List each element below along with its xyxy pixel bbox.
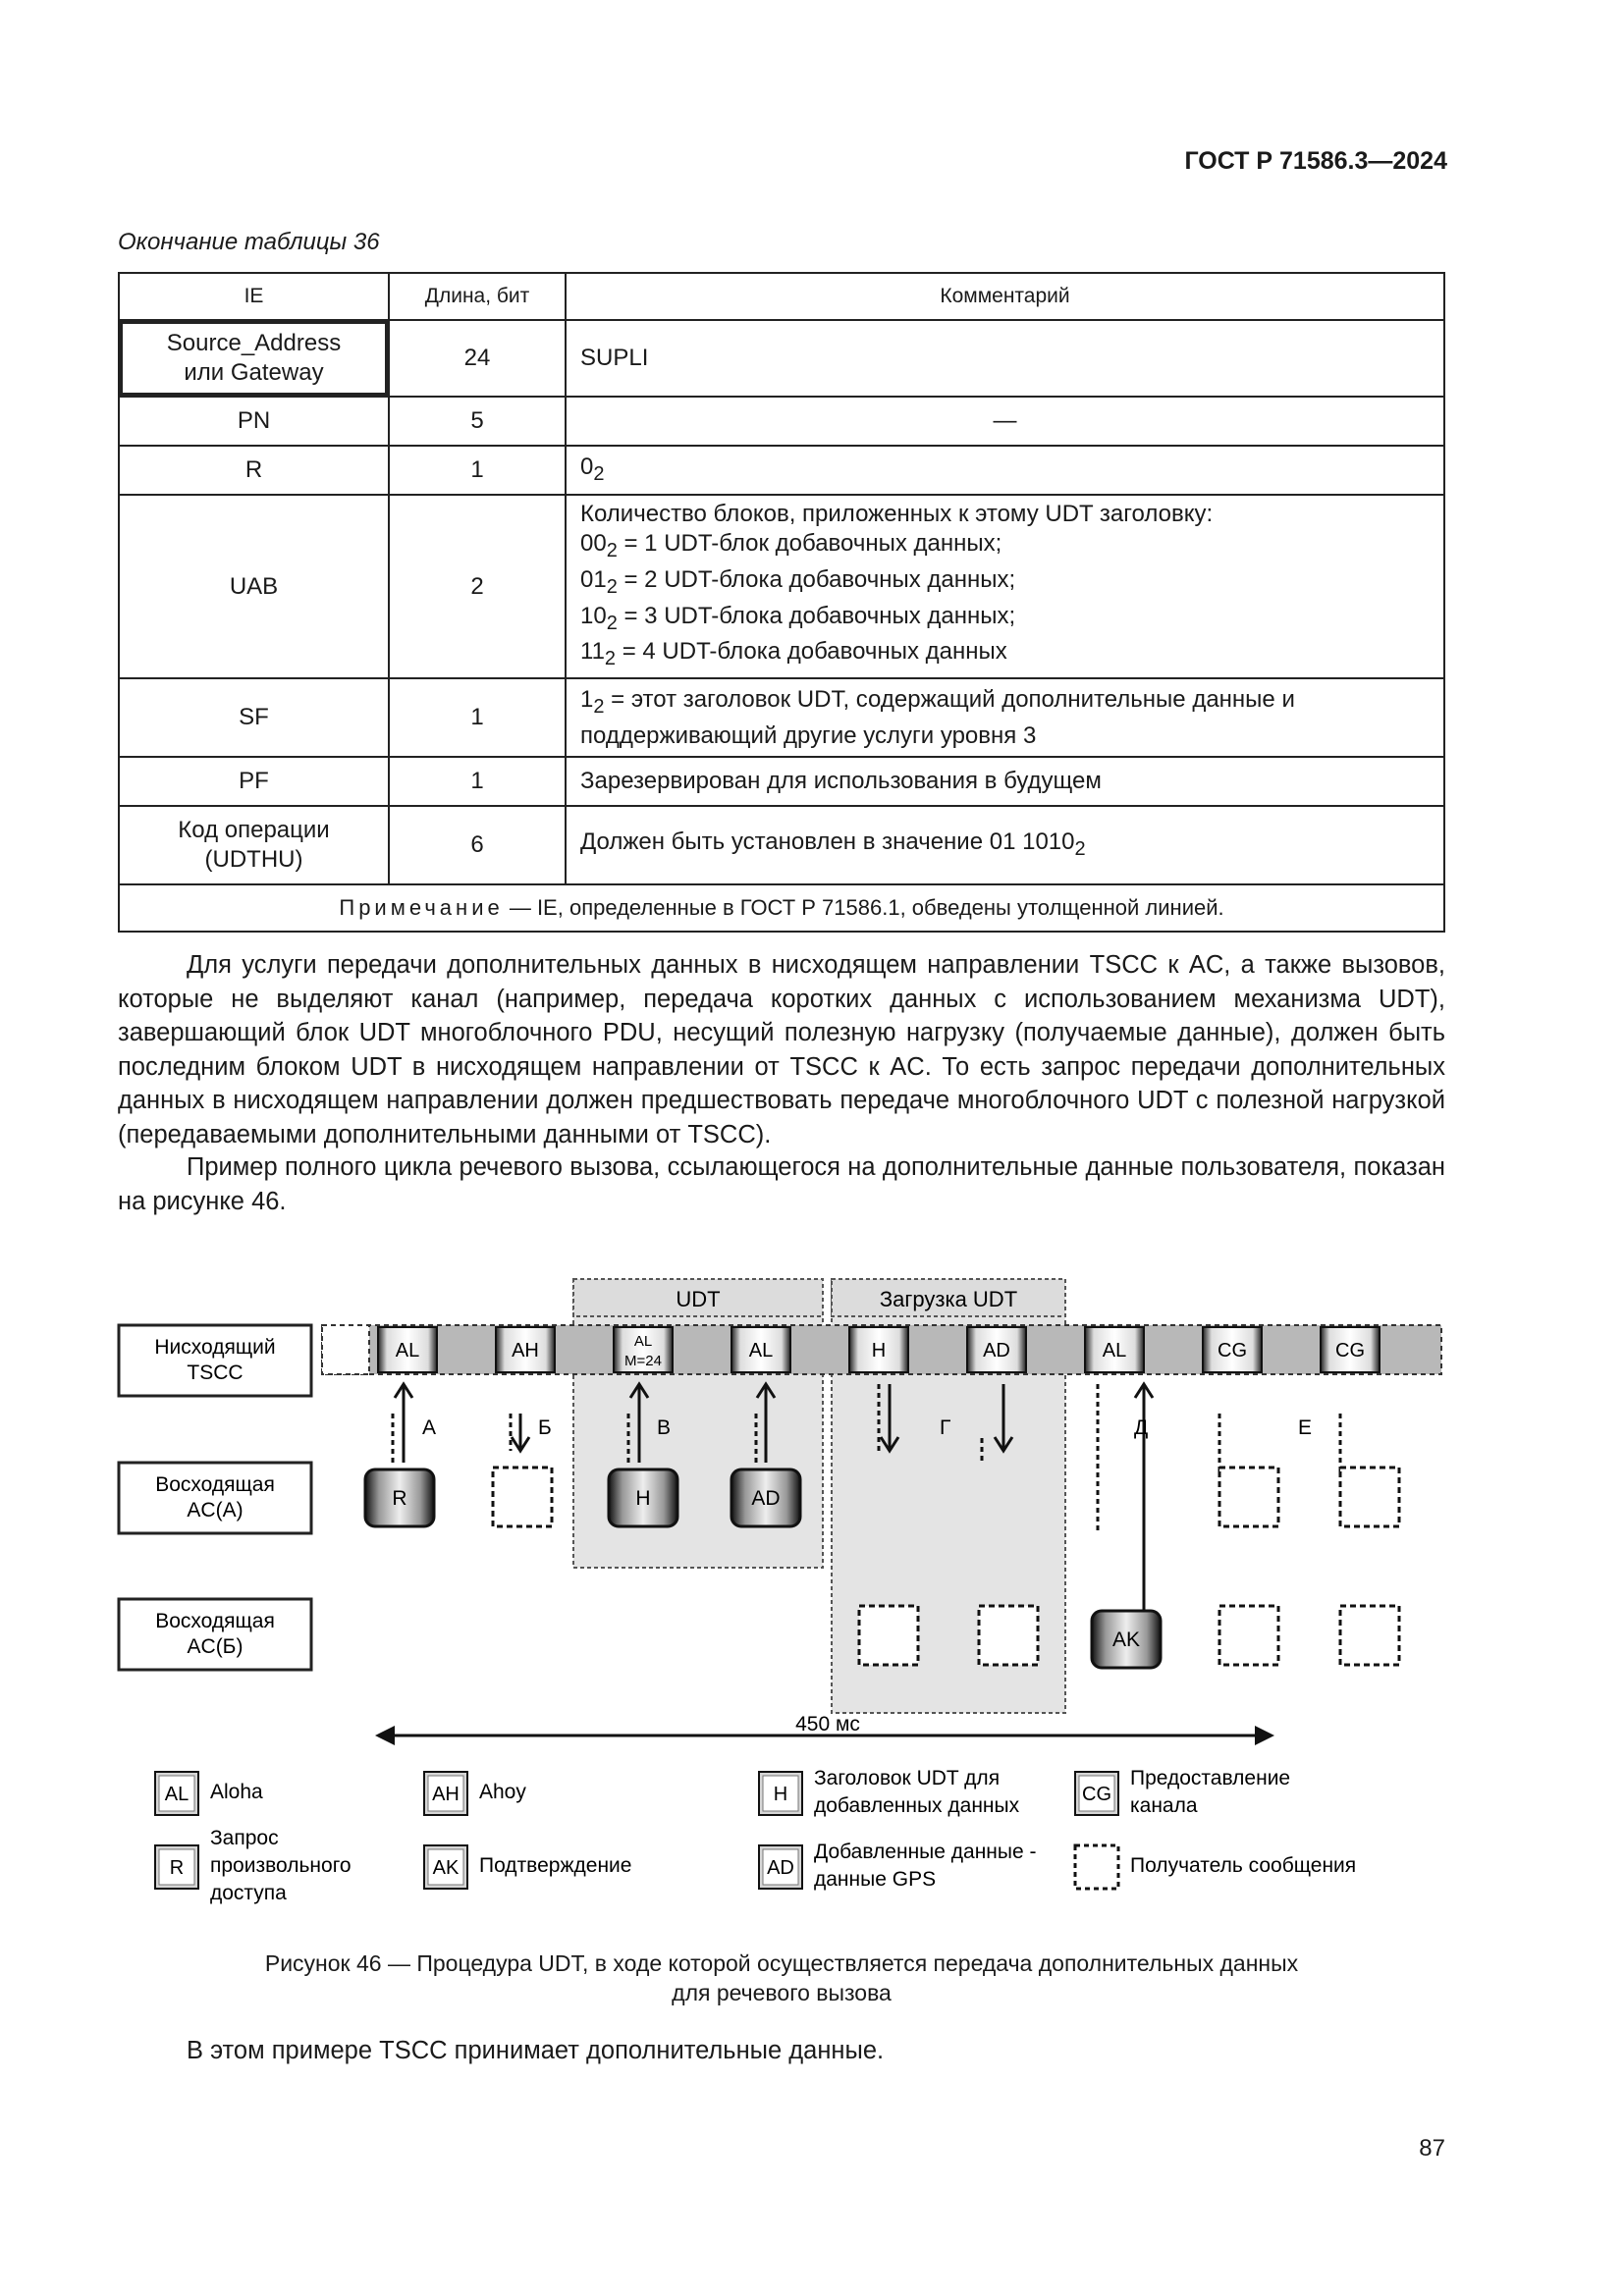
legend-item (759, 1841, 1037, 1891)
arrow-label: А (422, 1416, 437, 1439)
page-number: 87 (1419, 2135, 1445, 2162)
downlink-slot (1085, 1327, 1144, 1372)
arrow-label: Г (940, 1416, 951, 1439)
downlink-slot (614, 1327, 673, 1372)
legend-text: Добавленные данные - (814, 1841, 1037, 1863)
downlink-slot (378, 1327, 437, 1372)
legend-item (759, 1767, 1020, 1817)
uplink-block-label: R (392, 1487, 407, 1510)
comment-cell: Зарезервирован для использования в будущем (566, 757, 1444, 806)
comment-cell: SUPLI (566, 320, 1444, 397)
ie-cell: Source_Address или Gateway (119, 320, 389, 397)
arrow-label: В (657, 1416, 672, 1439)
legend-code: R (169, 1857, 185, 1879)
downlink-label-l2: TSCC (187, 1362, 244, 1384)
receiver-box (1340, 1468, 1399, 1526)
paragraph: Для услуги передачи дополнительных данных в нисходящем направлении TSCC к AC, а также вызовов, которые не выделяют канал (например, передача коротких данных с использованием механизма UDT), завершающий блок UDT многоблочного PDU, несущий полезную нагрузку (получаемые данные), должен быть последним блоком UDT в нисходящем направлении от TSCC к AC. То есть запрос передачи дополнительных данных в нисходящем направлении должен предшествовать передаче многоблочного UDT с полезной нагрузкой (передаваемыми дополнительными данными от TSCC). (118, 951, 1445, 1148)
uplink-block-label: AD (751, 1487, 781, 1510)
legend-text: Получатель сообщения (1130, 1854, 1357, 1877)
receiver-box (979, 1606, 1038, 1665)
table-caption: Окончание таблицы 36 (118, 229, 380, 255)
legend-code: AL (164, 1784, 189, 1805)
upload-group-label: Загрузка UDT (879, 1287, 1018, 1311)
ie-cell: SF (119, 678, 389, 757)
legend-text: добавленных данных (814, 1794, 1020, 1817)
legend-item (155, 1827, 352, 1904)
uplink-block-label: AK (1111, 1629, 1141, 1651)
length-cell: 24 (389, 320, 566, 397)
udt-group-label: UDT (676, 1287, 721, 1311)
legend-text: доступа (210, 1882, 287, 1904)
uplink-block (609, 1469, 677, 1526)
length-cell: 1 (389, 678, 566, 757)
table-note: Примечание — IE, определенные в ГОСТ Р 71586.1, обведены утолщенной линией. (119, 884, 1444, 932)
slot-label: AL (1102, 1340, 1127, 1362)
slot-label: AD (983, 1340, 1010, 1362)
length-cell: 1 (389, 446, 566, 495)
receiver-box (1219, 1468, 1278, 1526)
legend-text: Подтверждение (479, 1854, 632, 1877)
empty-slot (322, 1325, 369, 1374)
comment-cell: $1_2$ = этот заголовок UDT, содержащий дополнительные данные и поддерживающий другие услуги уровня 3 (566, 678, 1444, 757)
uplink-a-label-l1: Восходящая (155, 1473, 275, 1496)
duration-label: 450 мс (795, 1713, 860, 1735)
uplink-block-label: H (635, 1487, 651, 1510)
slot-label: CG (1335, 1340, 1365, 1362)
downlink-slot (1203, 1327, 1262, 1372)
receiver-box (1340, 1606, 1399, 1665)
closing-paragraph: В этом примере TSCC принимает дополнительные данные. (187, 2037, 885, 2064)
receiver-box (493, 1468, 552, 1526)
length-cell: 2 (389, 495, 566, 678)
slot-label: AH (512, 1340, 539, 1362)
downlink-slot (1321, 1327, 1380, 1372)
signal-arrow (512, 1414, 529, 1451)
ie-cell: PF (119, 757, 389, 806)
length-cell: 1 (389, 757, 566, 806)
length-cell: 6 (389, 806, 566, 884)
downlink-slot (496, 1327, 555, 1372)
downlink-slot (967, 1327, 1026, 1372)
legend-item (424, 1845, 631, 1889)
uplink-block (1092, 1611, 1161, 1668)
legend-code: H (773, 1784, 788, 1805)
column-header: Длина, бит (389, 273, 566, 320)
downlink-label-l1: Нисходящий (154, 1336, 276, 1359)
receiver-box (1219, 1606, 1278, 1665)
slot-label: M=24 (624, 1353, 662, 1369)
slot-label: AL (633, 1333, 653, 1350)
legend-code: AH (432, 1784, 460, 1805)
ie-cell: R (119, 446, 389, 495)
column-header: Комментарий (566, 273, 1444, 320)
legend-item (1075, 1767, 1290, 1817)
signal-arrow (395, 1384, 412, 1463)
uplink-block (365, 1469, 434, 1526)
ie-cell: UAB (119, 495, 389, 678)
legend-item (1075, 1845, 1356, 1889)
length-cell: 5 (389, 397, 566, 446)
legend-text: Запрос (210, 1827, 279, 1849)
receiver-box (859, 1606, 918, 1665)
legend-code: AK (432, 1857, 460, 1879)
figure-caption: Рисунок 46 — Процедура UDT, в ходе которой осуществляется передача дополнительных данных для речевого вызова (264, 1950, 1299, 2005)
comment-cell: Количество блоков, приложенных к этому UDT заголовку: $00_2 = 1$ UDT-блок добавочных данных; $01_2 = 2$ UDT-блока добавочных данных; $10_2 = 3$ UDT-блока добавочных данных; $11_2 = 4$ UDT-блока добавочных данных (566, 495, 1444, 678)
legend-text: Aloha (210, 1781, 263, 1803)
slot-label: AL (748, 1340, 774, 1362)
slot-label: CG (1218, 1340, 1247, 1362)
comment-cell: Должен быть установлен в значение 01 $1010_2$ (566, 806, 1444, 884)
arrow-label: Е (1298, 1416, 1313, 1439)
legend-item (424, 1772, 526, 1815)
downlink-slot (731, 1327, 790, 1372)
slot-label: AL (395, 1340, 420, 1362)
legend-code: CG (1082, 1784, 1111, 1805)
ie-cell: PN (119, 397, 389, 446)
legend-text: Предоставление (1130, 1767, 1291, 1789)
legend-text: канала (1130, 1794, 1198, 1817)
arrow-label: Б (538, 1416, 552, 1439)
uplink-b-label-l2: AC(Б) (187, 1635, 244, 1658)
uplink-a-label-l2: AC(A) (187, 1499, 244, 1522)
column-header: IE (119, 273, 389, 320)
downlink-slot (849, 1327, 908, 1372)
legend-text: произвольного (210, 1854, 352, 1877)
uplink-block (731, 1469, 800, 1526)
legend-text: Ahoy (479, 1781, 526, 1803)
comment-cell: $0_2$ (566, 446, 1444, 495)
uplink-b-label-l1: Восходящая (155, 1610, 275, 1632)
legend-item (155, 1772, 263, 1815)
paragraph: Пример полного цикла речевого вызова, ссылающегося на дополнительные данные пользователя, показан на рисунке 46. (118, 1153, 1445, 1215)
legend-code: AD (767, 1857, 794, 1879)
legend-text: Заголовок UDT для (814, 1767, 1001, 1789)
comment-cell: — (566, 397, 1444, 446)
arrow-label: Д (1134, 1416, 1149, 1439)
slot-label: H (871, 1340, 887, 1362)
document-header: ГОСТ Р 71586.3—2024 (1184, 147, 1447, 175)
legend-text: данные GPS (814, 1868, 937, 1891)
ie-cell: Код операции (UDTHU) (119, 806, 389, 884)
